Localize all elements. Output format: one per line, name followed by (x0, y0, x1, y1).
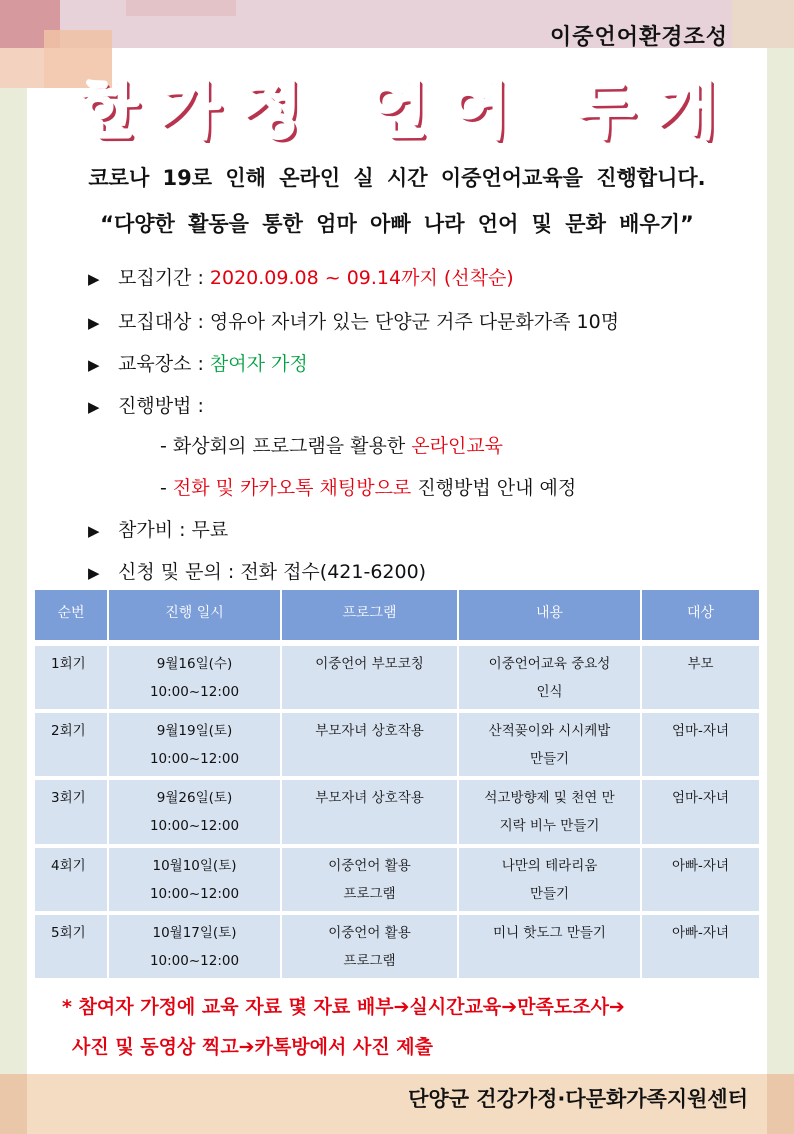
datetime-cell (109, 709, 282, 776)
header-session: 순번 (35, 590, 109, 640)
table-row (35, 776, 759, 843)
target-value: 영유아 자녀가 있는 단양군 거주 다문화가족 10명 (209, 311, 620, 333)
bullet-arrow-icon: ▶ (88, 356, 100, 374)
program-cell (282, 709, 459, 776)
recruit-period-value: 2020.09.08 ~ 09.14까지 (선착순) (209, 267, 514, 289)
content-text: 나만의 테라리움 (501, 857, 598, 874)
program-name: 이중언어환경조성 (549, 25, 728, 50)
datetime-cell (109, 640, 282, 709)
method-line1-prefix: - 화상회의 프로그램을 활용한 (160, 435, 412, 457)
bullet-arrow-icon: ▶ (88, 398, 100, 416)
header-content: 내용 (459, 590, 642, 640)
datetime-cell (109, 911, 282, 978)
contact-text: 신청 및 문의 : 전화 접수(421-6200) (118, 561, 427, 583)
target-cell: 아빠-자녀 (642, 911, 759, 978)
target-cell: 엄마-자녀 (642, 776, 759, 843)
program-text: 부모자녀 상호작용 (315, 790, 424, 807)
program-text: 이중언어 활용 (328, 857, 411, 874)
bullet-arrow-icon: ▶ (88, 522, 100, 540)
content-text: 석고방향제 및 천연 만 (484, 790, 615, 807)
tagline: “다양한 활동을 통한 엄마 아빠 나라 언어 및 문화 배우기” (100, 212, 694, 236)
time-text: 10:00~12:00 (149, 751, 240, 768)
process-note-line1: * 참여자 가정에 교육 자료 몇 자료 배부➔실시간교육➔만족도조사➔ (62, 996, 625, 1018)
info-target (88, 307, 619, 334)
bottom-left-block (0, 1074, 27, 1134)
process-note-line2: 사진 및 동영상 찍고➔카톡방에서 사진 제출 (72, 1036, 434, 1058)
time-text: 10:00~12:00 (149, 684, 240, 700)
date-text: 9월26일(토) (156, 790, 233, 807)
target-cell: 부모 (642, 640, 759, 709)
content-text: 이중언어교육 중요성 (488, 656, 611, 672)
header-datetime: 진행 일시 (109, 590, 282, 640)
method-line2-prefix: - (160, 477, 173, 499)
table-row (35, 911, 759, 978)
program-cell (282, 640, 459, 709)
bottom-right-block (767, 1074, 794, 1134)
method-line2-highlight: 전화 및 카카오톡 채팅방으로 (172, 477, 412, 499)
target-label: 모집대상 : (118, 311, 210, 333)
content-cell (459, 844, 642, 911)
datetime-cell (109, 776, 282, 843)
method-line-chat (160, 473, 576, 500)
date-text: 10월17일(토) (152, 924, 237, 941)
session-cell: 1회기 (35, 640, 109, 709)
content-text-2: 인식 (536, 684, 563, 700)
info-recruit-period (88, 263, 514, 290)
program-text: 이중언어 부모코칭 (315, 656, 424, 672)
time-text: 10:00~12:00 (149, 818, 240, 835)
top-accent-block (126, 0, 236, 16)
content-text: 산적꽂이와 시시케밥 (488, 723, 611, 740)
program-cell (282, 844, 459, 911)
main-title: 한가정 언어 두개 (77, 73, 739, 146)
target-cell: 엄마-자녀 (642, 709, 759, 776)
header-target: 대상 (642, 590, 759, 640)
bullet-arrow-icon: ▶ (88, 270, 100, 288)
info-method (88, 391, 204, 418)
content-cell (459, 911, 642, 978)
program-text-2: 프로그램 (343, 952, 396, 969)
bullet-arrow-icon: ▶ (88, 564, 100, 582)
method-line1-highlight: 온라인교육 (411, 435, 504, 457)
content-text-2: 지락 비누 만들기 (499, 818, 600, 835)
date-text: 9월19일(토) (156, 723, 233, 740)
program-text: 이중언어 활용 (328, 924, 411, 941)
content-cell (459, 709, 642, 776)
footer-organization: 단양군 건강가정·다문화가족지원센터 (408, 1087, 748, 1111)
fee-text: 참가비 : 무료 (118, 519, 229, 541)
time-text: 10:00~12:00 (149, 885, 240, 902)
header-program: 프로그램 (282, 590, 459, 640)
session-cell: 5회기 (35, 911, 109, 978)
method-label: 진행방법 : (118, 395, 204, 417)
target-cell: 아빠-자녀 (642, 844, 759, 911)
content-cell (459, 640, 642, 709)
recruit-period-label: 모집기간 : (118, 267, 210, 289)
content-text: 미니 핫도그 만들기 (493, 924, 606, 941)
place-label: 교육장소 : (118, 353, 210, 375)
place-value: 참여자 가정 (209, 353, 308, 375)
program-text-2: 프로그램 (343, 885, 396, 902)
table-row (35, 709, 759, 776)
time-text: 10:00~12:00 (149, 952, 240, 969)
content-text-2: 만들기 (529, 751, 570, 768)
schedule-table (35, 590, 759, 978)
table-row (35, 640, 759, 709)
info-fee (88, 515, 228, 542)
date-text: 9월16일(수) (156, 656, 233, 672)
content-cell (459, 776, 642, 843)
datetime-cell (109, 844, 282, 911)
headline: 코로나 19로 인해 온라인 실 시간 이중언어교육을 진행합니다. (88, 166, 706, 190)
program-cell (282, 911, 459, 978)
method-line2-suffix: 진행방법 안내 예정 (411, 477, 577, 499)
method-line-online (160, 431, 503, 458)
table-header-row (35, 590, 759, 640)
program-cell (282, 776, 459, 843)
bullet-arrow-icon: ▶ (88, 314, 100, 332)
session-cell: 3회기 (35, 776, 109, 843)
session-cell: 2회기 (35, 709, 109, 776)
top-right-block (732, 0, 794, 48)
date-text: 10월10일(토) (152, 857, 237, 874)
table-row (35, 844, 759, 911)
info-contact (88, 557, 426, 584)
content-text-2: 만들기 (529, 885, 570, 902)
program-text: 부모자녀 상호작용 (315, 723, 424, 740)
session-cell: 4회기 (35, 844, 109, 911)
info-place (88, 349, 308, 376)
